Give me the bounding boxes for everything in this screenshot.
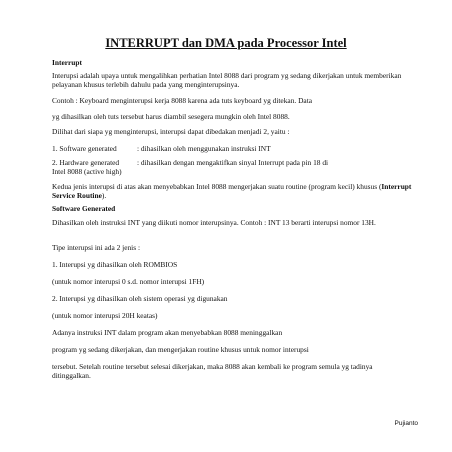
paragraph-types-count: Tipe interupsi ini ada 2 jenis : — [52, 243, 140, 252]
type-rombios-note: (untuk nomor interupsi 0 s.d. nomor interupsi 1FH) — [52, 277, 205, 286]
list-item-label: 2. Hardware generated — [52, 158, 120, 167]
page-title: INTERRUPT dan DMA pada Processor Intel — [105, 36, 347, 50]
list-item-desc: : dihasilkan dengan mengaktifkan sinyal Interrupt pada pin 18 di — [137, 158, 329, 167]
paragraph-example: Contoh : Keyboard menginterupsi kerja 8088 karena ada tuts keyboard yg ditekan. Data — [52, 96, 313, 105]
paragraph-isr: Kedua jenis interupsi di atas akan menyebabkan Intel 8088 mengerjakan suatu routine (program kecil) khusus (Interrupt Service Routine). — [52, 182, 412, 201]
type-os-note: (untuk nomor interupsi 20H keatas) — [52, 311, 158, 320]
heading-interrupt: Interrupt — [52, 58, 82, 67]
list-item-hardware-cont: Intel 8088 (active high) — [52, 167, 122, 176]
paragraph-int-effect: Adanya instruksi INT dalam program akan menyebabkan 8088 meninggalkan — [52, 328, 283, 337]
list-item-desc: : dihasilkan oleh menggunakan instruksi INT — [137, 144, 271, 153]
type-os: 2. Interupsi yg dihasilkan oleh sistem operasi yg digunakan — [52, 294, 228, 303]
paragraph-example-cont: yg dihasilkan oleh tuts tersebut harus diambil sesegera mungkin oleh Intel 8088. — [52, 112, 290, 121]
paragraph-definition: Interupsi adalah upaya untuk mengalihkan perhatian Intel 8088 dari program yg sedang dikerjakan untuk memberikan pelayanan khusus terlebih dahulu pada yang menginterupsinya. — [52, 71, 402, 90]
list-item-label: 1. Software generated — [52, 144, 117, 153]
paragraph-int-effect-cont: program yg sedang dikerjakan, dan mengerjakan routine khusus untuk nomor interupsi — [52, 345, 309, 354]
isr-term: Interrupt Service Routine — [52, 182, 412, 201]
footer-author: Pujianto — [394, 420, 418, 427]
heading-software-generated: Software Generated — [52, 204, 116, 213]
paragraph-types-intro: Dilihat dari siapa yg menginterupsi, interupsi dapat dibedakan menjadi 2, yaitu : — [52, 127, 290, 136]
paragraph-return: tersebut. Setelah routine tersebut selesai dikerjakan, maka 8088 akan kembali ke program semula yg tadinya ditinggalkan. — [52, 362, 373, 381]
paragraph-int-instruction: Dihasilkan oleh instruksi INT yang diikuti nomor interupsinya. Contoh : INT 13 berarti interupsi nomor 13H. — [52, 218, 376, 227]
type-rombios: 1. Interupsi yg dihasilkan oleh ROMBIOS — [52, 260, 178, 269]
